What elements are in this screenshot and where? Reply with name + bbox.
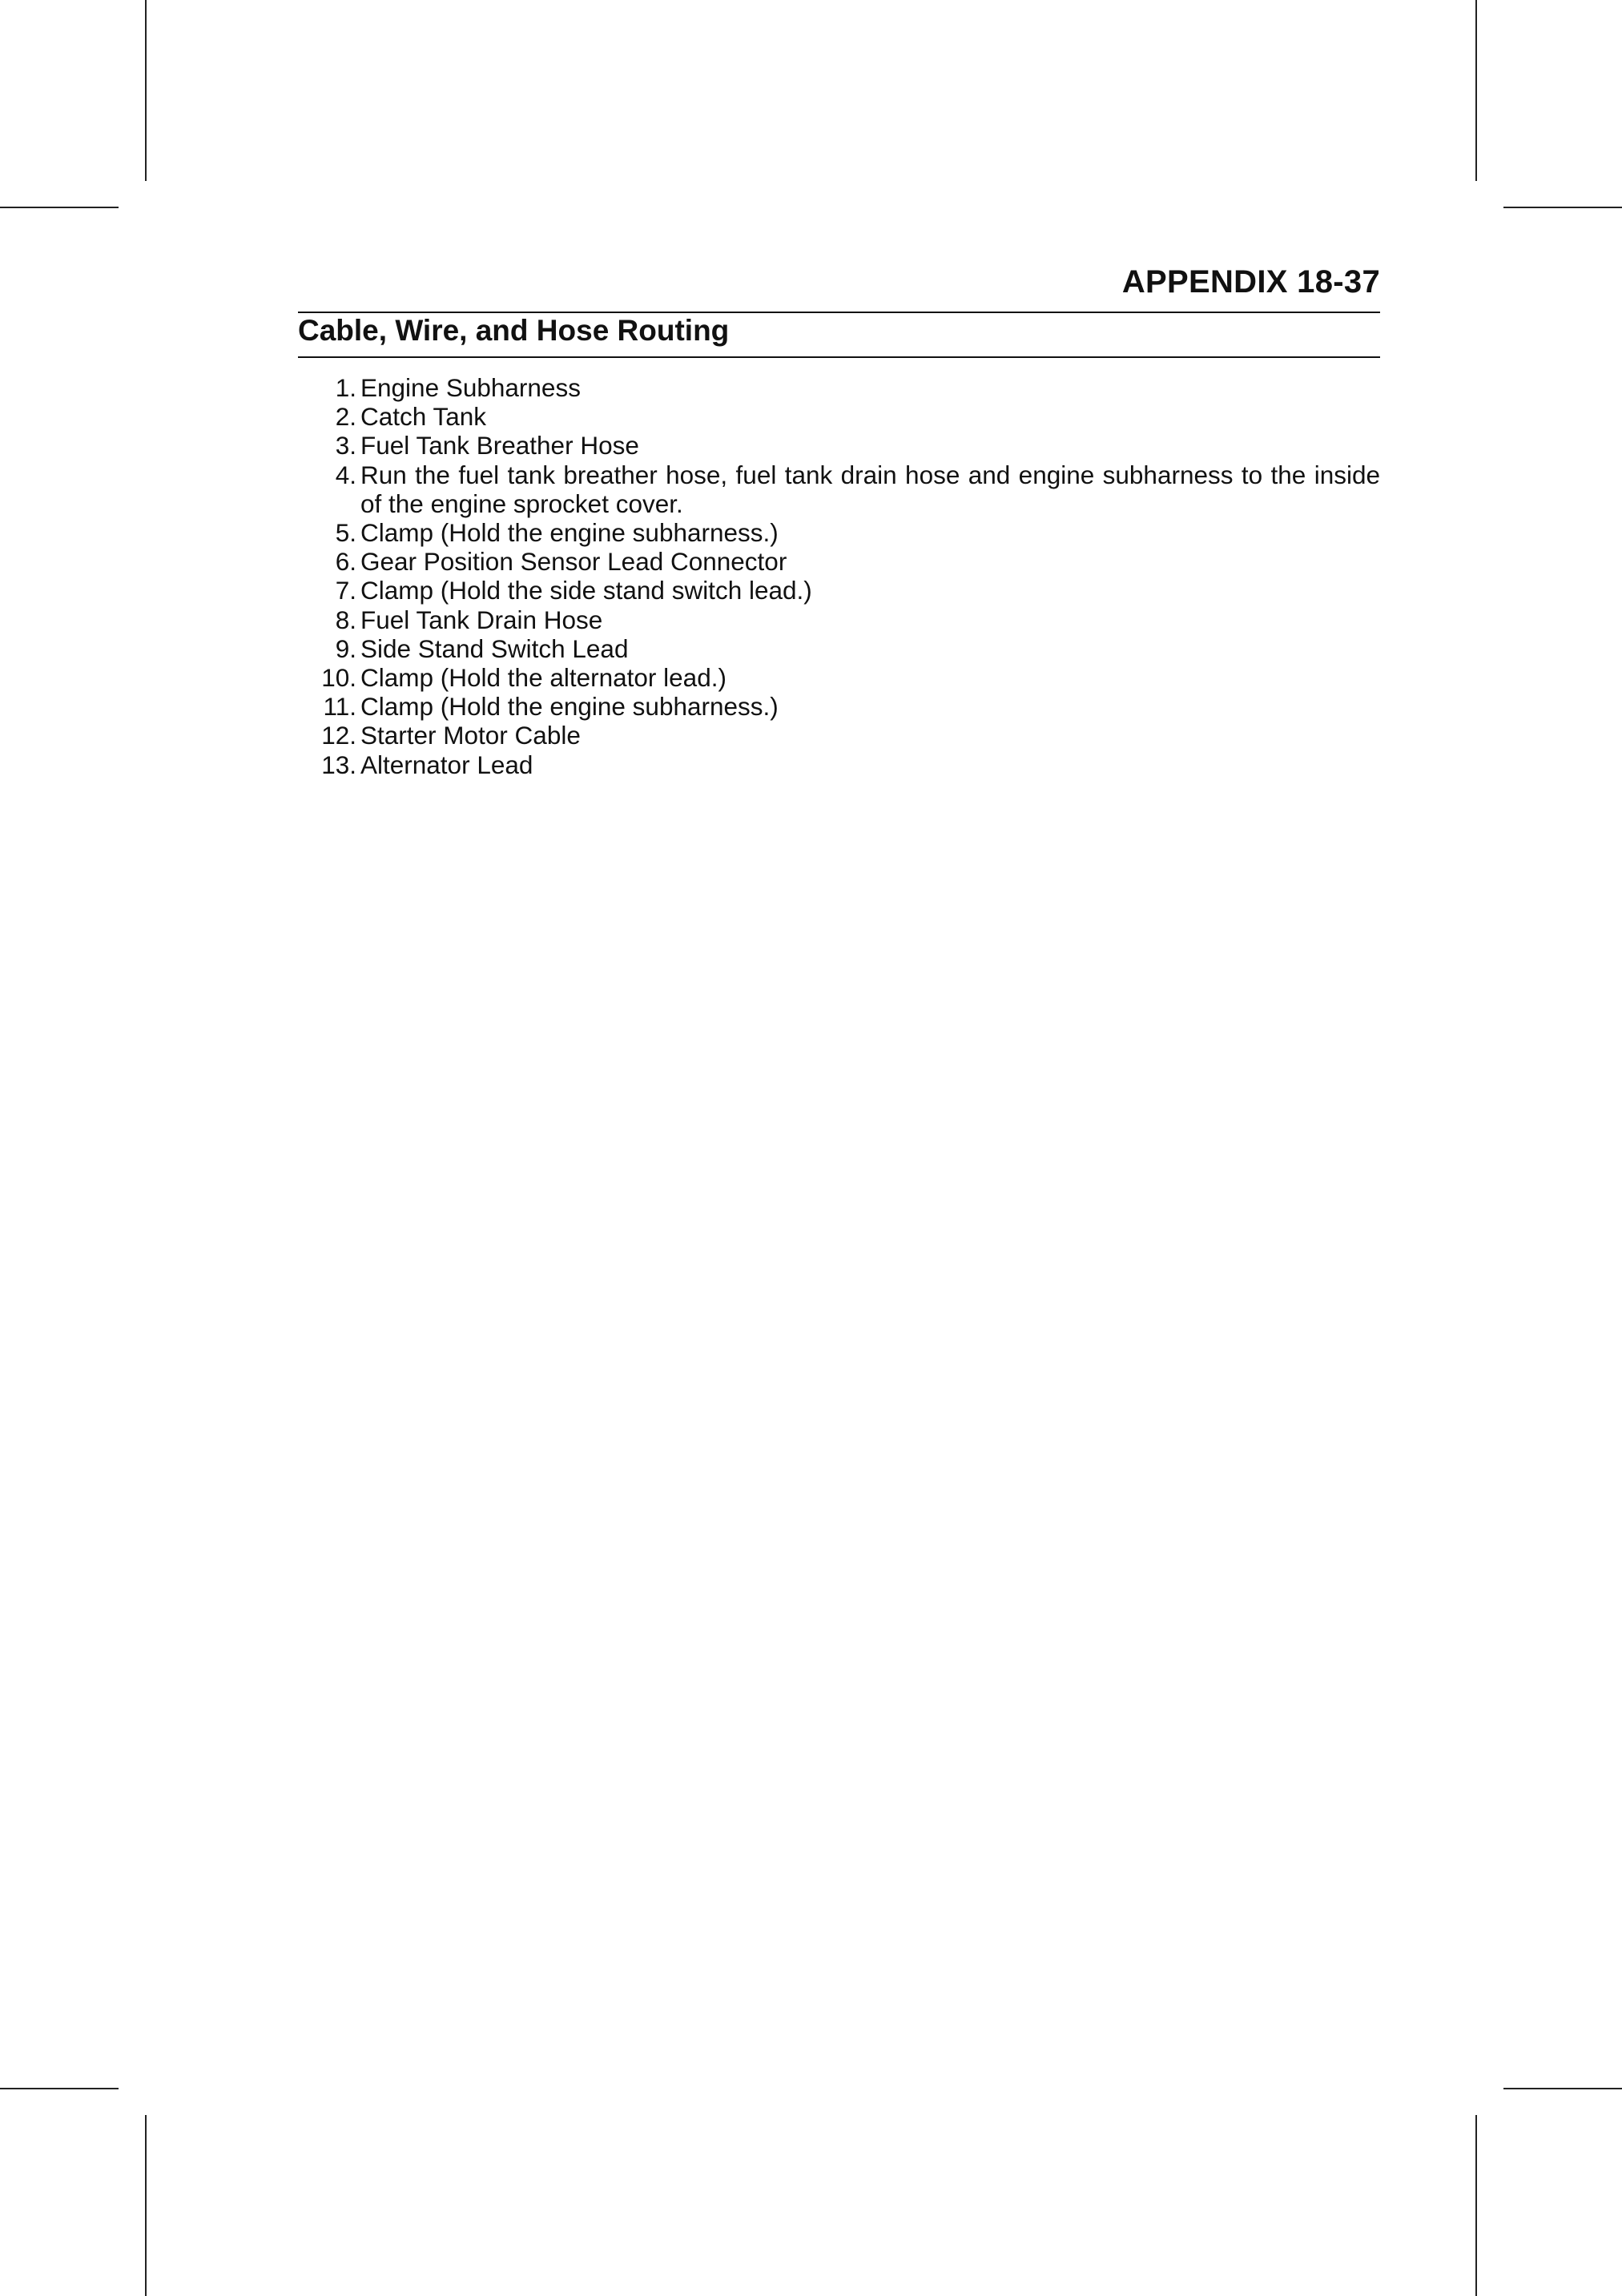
crop-mark-top-right-vertical	[1475, 0, 1477, 181]
legend-item-text: Clamp (Hold the engine subharness.)	[360, 692, 779, 722]
legend-item-number: 1.	[335, 373, 356, 402]
section-title: Cable, Wire, and Hose Routing	[298, 314, 730, 347]
legend-item-number: 8.	[335, 605, 356, 634]
legend-item-number: 10.	[321, 663, 356, 693]
legend-item-text: Fuel Tank Drain Hose	[360, 605, 603, 634]
legend-item	[298, 460, 1380, 518]
legend-item	[298, 634, 1380, 663]
crop-mark-bottom-right-horizontal	[1503, 2088, 1622, 2089]
header-rule	[298, 312, 1380, 313]
legend-item-text: Engine Subharness	[360, 373, 581, 402]
legend-item-text: Side Stand Switch Lead	[360, 633, 629, 663]
legend-item-number: 6.	[335, 547, 356, 577]
legend-item-number: 2.	[335, 402, 356, 432]
legend-item-text: Clamp (Hold the side stand switch lead.)	[360, 576, 812, 605]
legend-item-number: 7.	[335, 576, 356, 605]
legend-item-text: Fuel Tank Breather Hose	[360, 431, 639, 460]
legend-item	[298, 605, 1380, 634]
crop-mark-top-left-horizontal	[0, 207, 119, 208]
legend-item-number: 11.	[323, 692, 356, 722]
legend-item-text: Gear Position Sensor Lead Connector	[360, 547, 787, 577]
legend-item-number: 9.	[335, 633, 356, 663]
legend-item-text: Catch Tank	[360, 402, 487, 432]
legend-item-text: Starter Motor Cable	[360, 721, 581, 750]
legend-item-number: 4.	[335, 460, 356, 489]
crop-mark-top-right-horizontal	[1503, 207, 1622, 208]
legend-item	[298, 402, 1380, 431]
crop-mark-bottom-left-vertical	[145, 2115, 147, 2296]
legend-item-text: Run the fuel tank breather hose, fuel tank drain hose and engine subharness to the inside of the engine sprocket cover.	[360, 460, 1380, 518]
legend-item	[298, 373, 1380, 402]
legend-item	[298, 431, 1380, 460]
crop-mark-top-left-vertical	[145, 0, 147, 181]
legend-item	[298, 576, 1380, 605]
legend-item-text: Clamp (Hold the engine subharness.)	[360, 518, 779, 548]
legend-item-number: 3.	[335, 431, 356, 460]
legend-item	[298, 721, 1380, 750]
crop-mark-bottom-left-horizontal	[0, 2088, 119, 2089]
legend-item-number: 5.	[335, 518, 356, 548]
section-rule	[298, 356, 1380, 358]
legend-item	[298, 663, 1380, 692]
legend-list	[298, 373, 1380, 779]
legend-item-text: Clamp (Hold the alternator lead.)	[360, 663, 726, 693]
legend-item	[298, 750, 1380, 779]
legend-item-number: 12.	[321, 721, 356, 750]
legend-item-number: 13.	[321, 750, 356, 779]
legend-item	[298, 692, 1380, 721]
legend-item	[298, 518, 1380, 547]
legend-item	[298, 547, 1380, 576]
page-header-title: APPENDIX 18-37	[1121, 264, 1380, 300]
legend-item-text: Alternator Lead	[360, 750, 533, 779]
crop-mark-bottom-right-vertical	[1475, 2115, 1477, 2296]
